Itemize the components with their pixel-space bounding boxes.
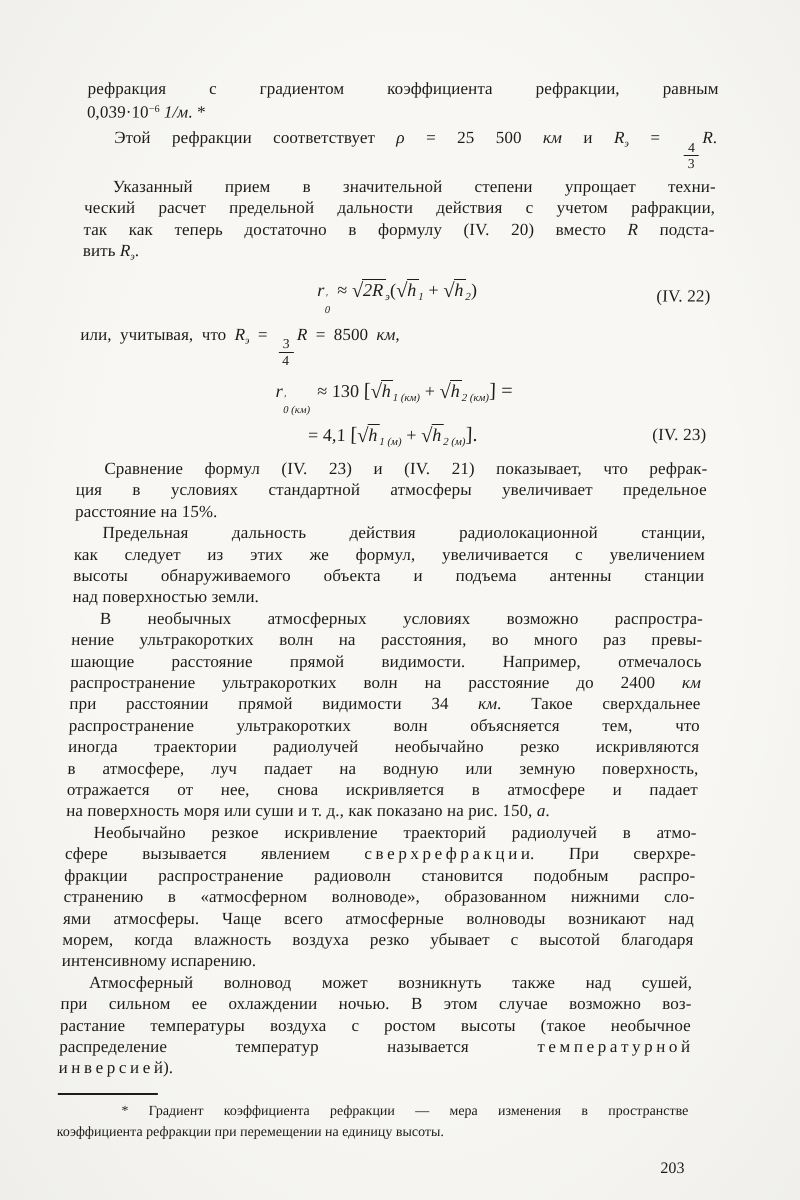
text-line [66,800,698,821]
page-number: 203 [660,1159,685,1177]
bracket: ] = [488,379,514,402]
text-line: ческий расчет предельной дальности действия с учетом рафракции, [83,198,716,218]
footnote [56,1103,688,1146]
prime-mark: ′ [283,393,287,405]
text-line: распределение температур называется т е м п е р а т у р н о й [58,1036,691,1056]
variable-R: R [613,128,625,148]
text-line [83,219,715,240]
text-line: иногда траектории радиолучей необычайно резко искривляются [67,737,700,757]
text-segment: так как теперь достаточно в формулу (IV. 20) вместо [83,219,628,239]
radical-sign: √ [442,280,455,303]
text-line: распространение ультракоротких волн объясняется тем, что [68,715,701,735]
prime-subscript-stack [283,394,311,417]
text-line: ями атмосферы. Чаще всего атмосферные волноводы возникают над [62,908,695,928]
text-line: шающие расстояние прямой видимости. Например, отмечалось [70,651,702,671]
text-segment: подста- [637,219,715,239]
text-segment: , [395,325,401,345]
text-line: ция в условиях стандартной атмосферы увеличивает предельное [75,480,708,500]
text-line: Атмосферный волновод может возникнуть также над сушей, [88,972,693,992]
radicand [362,279,386,300]
equation-iv-22 [81,276,713,316]
text-segment: вить [82,241,121,261]
subscript: 1 (км) [392,391,421,404]
footnote-rule [58,1093,158,1095]
radicand-text: 2R [362,280,384,301]
text-line: Необычайно резкое искривление траекторий радиолучей в атмо- [93,822,697,842]
text-line: растание температуры воздуха с ростом высоты (такое необычное [59,1015,692,1035]
para-simplification [82,176,716,268]
subscript: 2 (км) [461,391,490,404]
text-segment: распространение ультракоротких волн на расстояние до 2400 [69,673,683,693]
text-line: фракции распространение радиоволн становится подобным распро- [64,865,696,885]
radical-sign: √ [356,424,369,447]
variable-h: h [432,424,442,445]
footnote-line: коэффициента рефракции при перемещении на единицу высоты. [56,1125,445,1141]
radicand [406,279,419,300]
bracket: ]. [465,423,479,446]
subscript: э [624,138,629,150]
text-segment: = [628,128,682,148]
italic-unit: 1/м [159,103,189,123]
variable-R: R [119,241,131,261]
plus-operator: + [401,424,422,445]
radical-sign: √ [351,280,364,303]
para-unusual-conditions [66,608,703,822]
para-formula-comparison [75,458,708,522]
text-line: при сильном ее охлаждении ночью. В этом случае возможно воз- [60,994,692,1014]
subscript: 1 [418,290,424,303]
text-line: В необычных атмосферных условиях возможно распростра- [99,608,704,628]
paren: ) [470,280,478,301]
text-line: морем, когда влажность воздуха резко убывает с высотой благодаря [62,929,694,949]
rho-symbol: ρ [396,128,405,148]
text-line: Указанный прием в значительной степени упрощает техни- [112,176,717,196]
equation-line [78,376,710,417]
approx-operator: ≈ 130 [312,380,365,401]
subscript: 2 [465,290,471,303]
fraction-numerator: 3 [278,336,293,353]
fraction-denominator: 4 [282,352,290,368]
page-text-block [55,78,719,1179]
radical-sign: √ [370,380,383,403]
text-line: над поверхностью земли. [72,587,260,607]
equation-iv-23 [77,376,710,451]
text-line: в атмосфере, луч падает на водную или земную поверхность, [67,758,699,778]
subscript: э [244,335,250,347]
variable-R: R [234,325,246,345]
plus-operator: + [419,380,440,401]
text-segment: . * [187,103,206,123]
plus-operator: + [423,280,444,301]
italic-unit: км [542,128,563,148]
text-segment: . [134,241,140,261]
footnote-line: * Градиент коэффициента рефракции — мера изменения в пространстве [121,1103,689,1119]
italic-figure-ref: а [536,801,546,821]
variable-h: h [454,280,464,301]
text-segment: 0,039·10 [86,103,149,123]
text-line: как следует из этих же формул, увеличивается с увеличением [73,544,706,564]
text-line [87,99,719,123]
text-line [69,693,701,714]
text-segment: и [561,128,615,148]
para-max-range [72,522,706,608]
equation-line [77,420,709,451]
variable-r: r [275,380,284,401]
text-line: высоты обнаруживаемого объекта и подъема антенны станции [72,566,705,585]
italic-unit: км [681,673,702,693]
fraction [683,140,699,172]
radicand [367,424,380,445]
line-considering-re [79,324,711,368]
line-refraction-correspondence [85,127,717,171]
prime-subscript-stack [325,293,331,316]
text-segment: . [712,128,718,148]
variable-h: h [407,280,417,301]
text-segment: Этой рефракции соответствует [113,128,397,148]
radicand [450,380,463,401]
text-segment: = [249,325,277,345]
fraction [278,336,294,368]
text-line: Сравнение формул (IV. 23) и (IV. 21) показывает, что рефрак- [104,458,708,478]
text-segment: = 4,1 [307,424,351,445]
paren: ( [389,280,397,301]
italic-unit: км [477,694,498,714]
text-segment: на поверхность моря или суши и т. д., как показано на рис. 150, [65,801,538,821]
text-segment: = 25 500 [404,128,544,148]
text-segment: . Такое сверхдальнее [496,694,701,714]
text-line: нение ультракоротких волн на расстояния, во много раз превы- [71,630,703,650]
variable-r: r [317,280,325,301]
fraction-numerator: 4 [684,140,699,157]
para-refraction-gradient [87,78,719,123]
subscript: э [384,290,391,303]
text-line: отражается от нее, снова искривляется в атмосфере и падает [66,780,699,800]
radical-sign: √ [439,380,452,403]
radical-sign: √ [420,424,433,447]
text-line: странению в «атмосферном волноводе», образованном нижними сло- [63,887,695,907]
text-segment: или, учитывая, что [80,325,235,345]
variable-h: h [450,380,461,401]
text-line: и н в е р с и е й). [58,1058,174,1078]
equation-label: (IV. 23) [651,425,707,445]
radicand [431,424,444,445]
equation-label: (IV. 22) [656,286,711,306]
text-line: сфере вызывается явлением с в е р х р е ф р а к ц и и. При сверхре- [64,844,697,864]
bracket: [ [350,423,358,446]
radicand [381,380,394,401]
italic-unit: км [376,325,396,345]
text-line: Предельная дальность действия радиолокационной станции, [102,523,706,543]
variable-h: h [381,380,392,401]
subscript: э [130,251,135,263]
variable-R: R [627,219,639,239]
variable-R: R [702,128,714,148]
text-line: интенсивному испарению. [61,951,257,971]
bracket: [ [363,379,372,402]
subscript: 0 (км) [283,405,311,417]
radical-sign: √ [395,280,408,303]
fraction-denominator: 3 [687,156,695,172]
prime-mark: ′ [324,293,328,305]
text-line: рефракция с градиентом коэффициента рефракции, равным [87,79,719,98]
variable-R: R [296,325,308,345]
subscript: 1 (м) [379,435,402,448]
approx-operator: ≈ [332,280,353,301]
para-atmospheric-duct-land [58,972,692,1079]
variable-h: h [368,424,378,445]
text-segment: при расстоянии прямой видимости 34 [69,694,479,714]
text-line: расстояние на 15%. [74,501,218,521]
superscript: −6 [148,104,160,116]
para-superrefraction [61,822,696,972]
text-segment: = 8500 [307,325,377,345]
subscript: 2 (м) [443,435,466,448]
subscript: 0 [324,304,331,316]
text-line [82,240,714,268]
text-segment: . [545,801,551,821]
text-line [70,672,702,693]
radicand [453,279,466,300]
